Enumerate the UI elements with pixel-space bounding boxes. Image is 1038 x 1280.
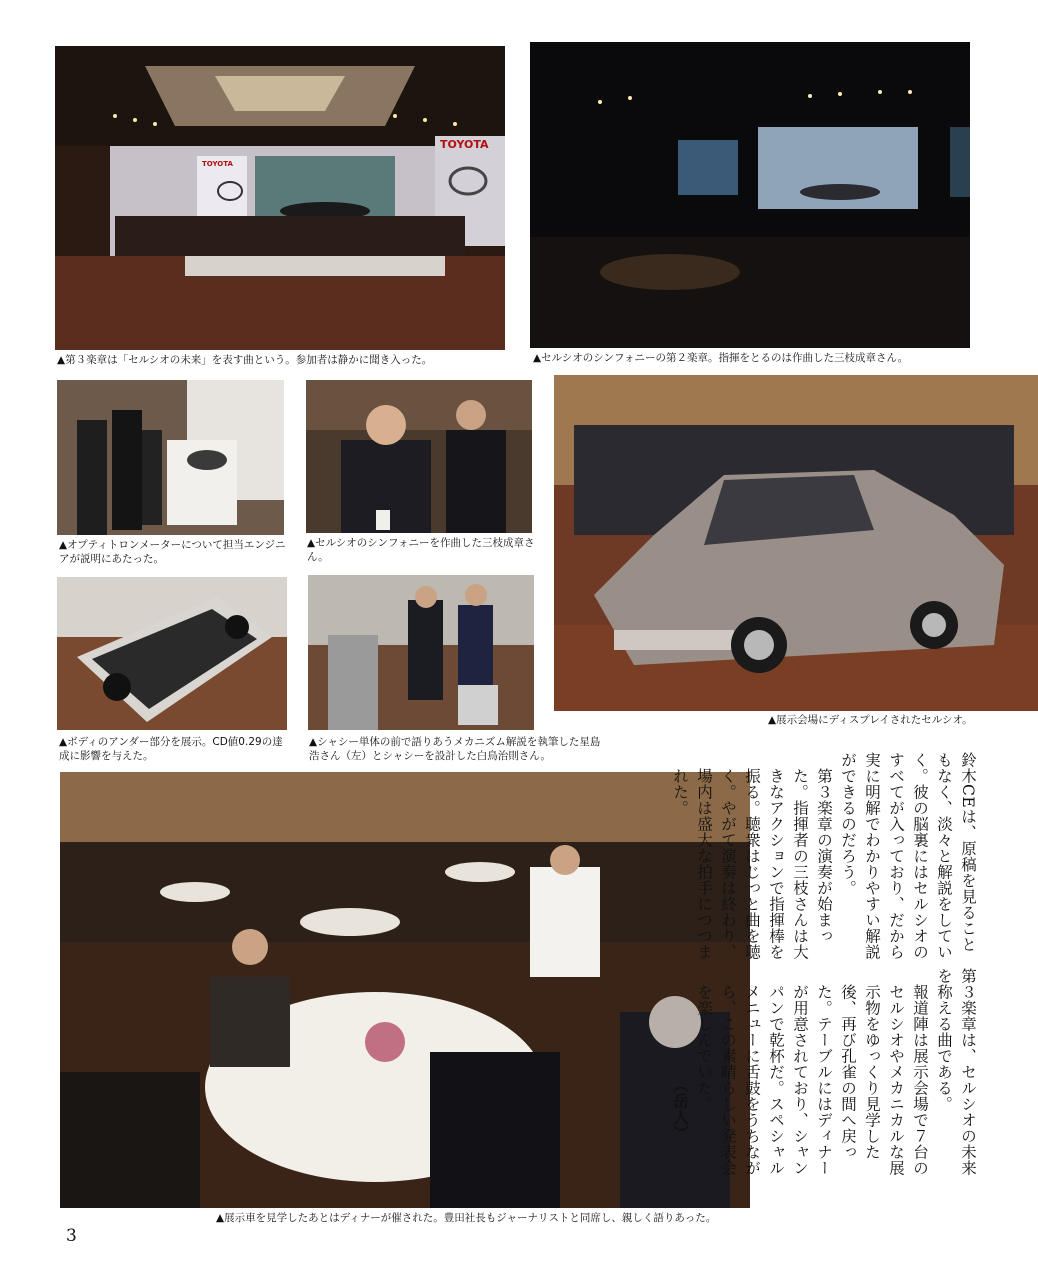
optitron-photo — [57, 380, 284, 535]
toyota-logo: TOYOTA — [440, 138, 489, 151]
caption-concert-stage: ▲第３楽章は「セルシオの未来」を表す曲という。参加者は静かに聞き入った。 — [57, 354, 433, 366]
display-car-photo — [554, 375, 1038, 711]
article-paragraph-4: 報道陣は展示会場で７台のセルシオやメカニカルな展示物をゆっくり見学した後、再び孔雀の間へ戻った。テーブルにはディナーが用意されており、シャンパンで乾杯だ。スペシャルメニューに舌鼓をうちながら、この素晴らしい発表会を楽しんでいた。 — [695, 983, 929, 1176]
article-author: （岳人） — [671, 1076, 690, 1141]
article-column-lower — [668, 968, 980, 1180]
symphony-hall-photo — [530, 42, 970, 348]
caption-symphony-second: ▲セルシオのシンフォニーの第２楽章。指揮をとるのは作曲した三枝成章さん。 — [533, 352, 909, 364]
page-number: 3 — [66, 1226, 77, 1246]
concert-stage-photo — [55, 46, 505, 350]
chassis-photo — [308, 575, 534, 730]
caption-optitron: ▲オプティトロンメーターについて担当エンジニアが説明にあたった。 — [59, 539, 286, 565]
caption-display-car: ▲展示会場にディスプレイされたセルシオ。 — [768, 714, 973, 726]
caption-dinner: ▲展示車を見学したあとはディナーが催された。豊田社長もジャーナリストと同席し、親しく語りあった。 — [216, 1212, 717, 1224]
dinner-photo — [60, 772, 750, 1208]
caption-chassis: ▲シャシー単体の前で語りあうメカニズム解説を執筆した星島浩さん（左）とシャシーを設計した白鳥治則さん。 — [309, 736, 601, 762]
article-column-upper — [668, 752, 980, 962]
article-paragraph-2: 第３楽章の演奏が始まった。指揮者の三枝さんは大きなアクションで指揮棒を振る。聴衆はじっと曲を聴く。やがて演奏は終わり、場内は盛大な拍手につつまれた。 — [671, 767, 833, 960]
underbody-photo — [57, 577, 287, 730]
composer-photo — [306, 380, 532, 533]
caption-composer: ▲セルシオのシンフォニーを作曲した三枝成章さん。 — [307, 537, 535, 563]
toyota-logo-small: TOYOTA — [202, 160, 233, 168]
caption-underbody: ▲ボディのアンダー部分を展示。CD値0.29の達成に影響を与えた。 — [59, 736, 283, 762]
article-paragraph-3: 第３楽章は、セルシオの未来を称える曲である。 — [935, 968, 977, 1176]
article-paragraph-1: 鈴木CEは、原稿を見ることもなく、淡々と解説をしていく。彼の脳裏にはセルシオのすべてが入っており、だから実に明解でわかりやすい解説ができるのだろう。 — [839, 752, 977, 960]
